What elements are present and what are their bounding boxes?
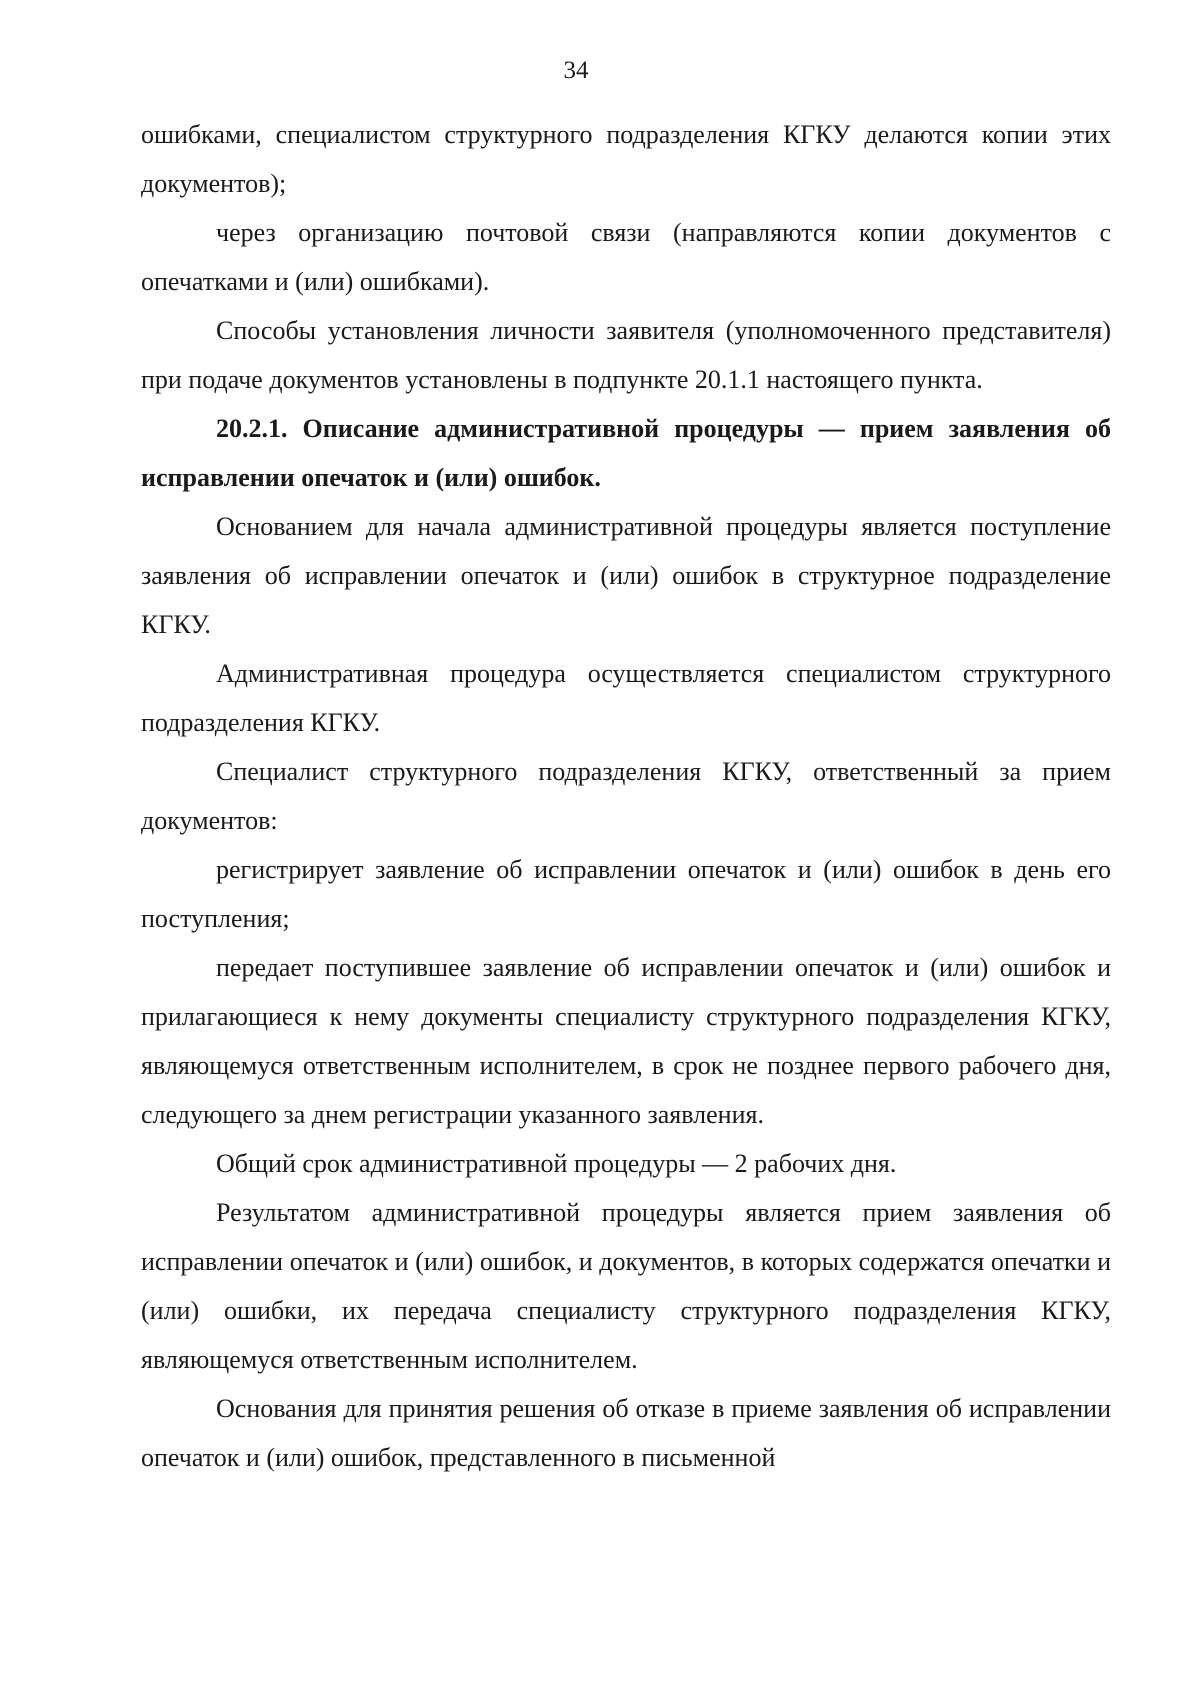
paragraph: Общий срок административной процедуры — 2 рабочих дня.: [216, 1149, 897, 1178]
paragraph: Специалист структурного подразделения КГКУ, ответственный за прием документов:: [141, 757, 1111, 835]
paragraph: Основанием для начала административной процедуры является поступление заявления об исправлении опечаток и (или) ошибок в структурное подразделение КГКУ.: [141, 512, 1111, 639]
paragraph: ошибками, специалистом структурного подразделения КГКУ делаются копии этих документов);: [141, 120, 1111, 198]
paragraph: Административная процедура осуществляется специалистом структурного подразделения КГКУ.: [141, 659, 1111, 737]
paragraph: Результатом административной процедуры является прием заявления об исправлении опечаток и (или) ошибок, и документов, в которых содержатся опечатки и (или) ошибки, их передача специалисту структурного подразделения КГКУ, являющемуся ответственным исполнителем.: [141, 1198, 1111, 1374]
paragraph: Основания для принятия решения об отказе в приеме заявления об исправлении опечаток и (или) ошибок, представленного в письменной: [141, 1394, 1111, 1472]
paragraph: через организацию почтовой связи (направляются копии документов с опечатками и (или) ошибками).: [141, 218, 1111, 296]
paragraph: передает поступившее заявление об исправлении опечаток и (или) ошибок и прилагающиеся к нему документы специалисту структурного подразделения КГКУ, являющемуся ответственным исполнителем, в срок не позднее первого рабочего дня, следующего за днем регистрации указанного заявления.: [141, 953, 1111, 1129]
document-body: [141, 110, 1111, 1482]
section-heading: 20.2.1. Описание административной процедуры — прием заявления об исправлении опечаток и (или) ошибок.: [141, 414, 1111, 492]
paragraph: регистрирует заявление об исправлении опечаток и (или) ошибок в день его поступления;: [141, 855, 1111, 933]
page-number: 34: [563, 57, 589, 84]
paragraph: Способы установления личности заявителя (уполномоченного представителя) при подаче документов установлены в подпункте 20.1.1 настоящего пункта.: [141, 316, 1111, 394]
